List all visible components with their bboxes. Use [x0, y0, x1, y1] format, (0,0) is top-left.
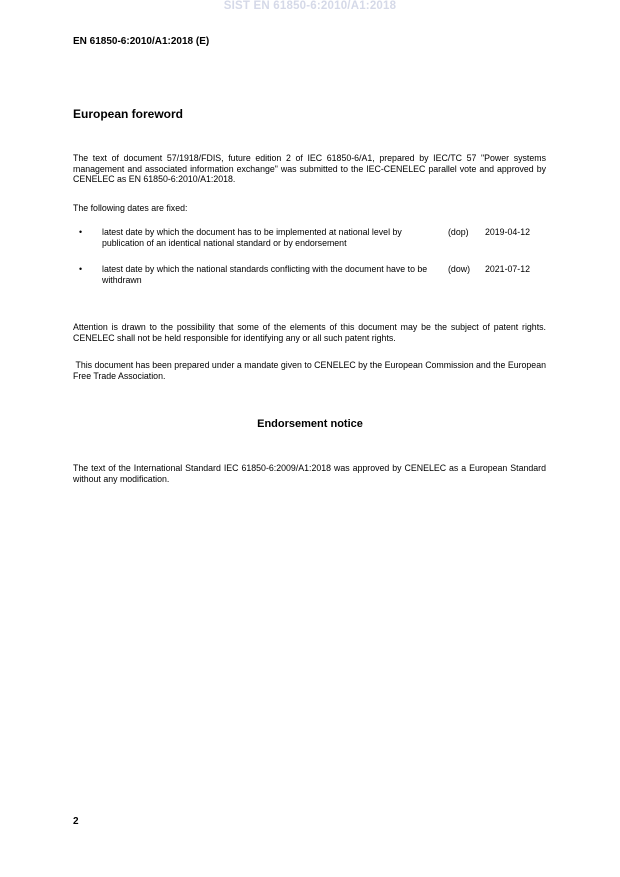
endorsement-heading: Endorsement notice [257, 418, 363, 430]
dow-date: 2021-07-12 [485, 264, 530, 274]
foreword-heading: European foreword [73, 107, 184, 121]
endorsement-paragraph: The text of the International Standard IEC 61850-6:2009/A1:2018 was approved by CENELEC as a European Standard without any modification. [73, 463, 546, 484]
dop-description: latest date by which the document has to be implemented at national level by publication of an identical national standard or by endorsement [102, 227, 402, 248]
watermark: SIST EN 61850-6:2010/A1:2018 [223, 0, 397, 12]
page-number: 2 [73, 816, 79, 827]
bullet-icon: • [79, 264, 83, 274]
patent-paragraph: Attention is drawn to the possibility that some of the elements of this document may be the subject of patent rights. CENELEC shall not be held responsible for identifying any or all such patent rights. [73, 322, 546, 343]
dow-description: latest date by which the national standards conflicting with the document have to be withdrawn [102, 264, 428, 285]
dop-date: 2019-04-12 [485, 227, 530, 237]
foreword-paragraph-1: The text of document 57/1918/FDIS, future edition 2 of IEC 61850-6/A1, prepared by IEC/TC 57 "Power systems management and associated information exchange" was submitted to the IEC-CENELEC parallel vote and approved by CENELEC as EN 61850-6:2010/A1:2018. [73, 153, 546, 184]
bullet-icon: • [79, 227, 83, 237]
mandate-paragraph: This document has been prepared under a mandate given to CENELEC by the European Commission and the European Free Trade Association. [73, 360, 549, 381]
document-id: EN 61850-6:2010/A1:2018 (E) [73, 36, 210, 47]
foreword-paragraph-2: The following dates are fixed: [73, 203, 188, 213]
dow-code: (dow) [448, 264, 470, 274]
dop-code: (dop) [448, 227, 469, 237]
